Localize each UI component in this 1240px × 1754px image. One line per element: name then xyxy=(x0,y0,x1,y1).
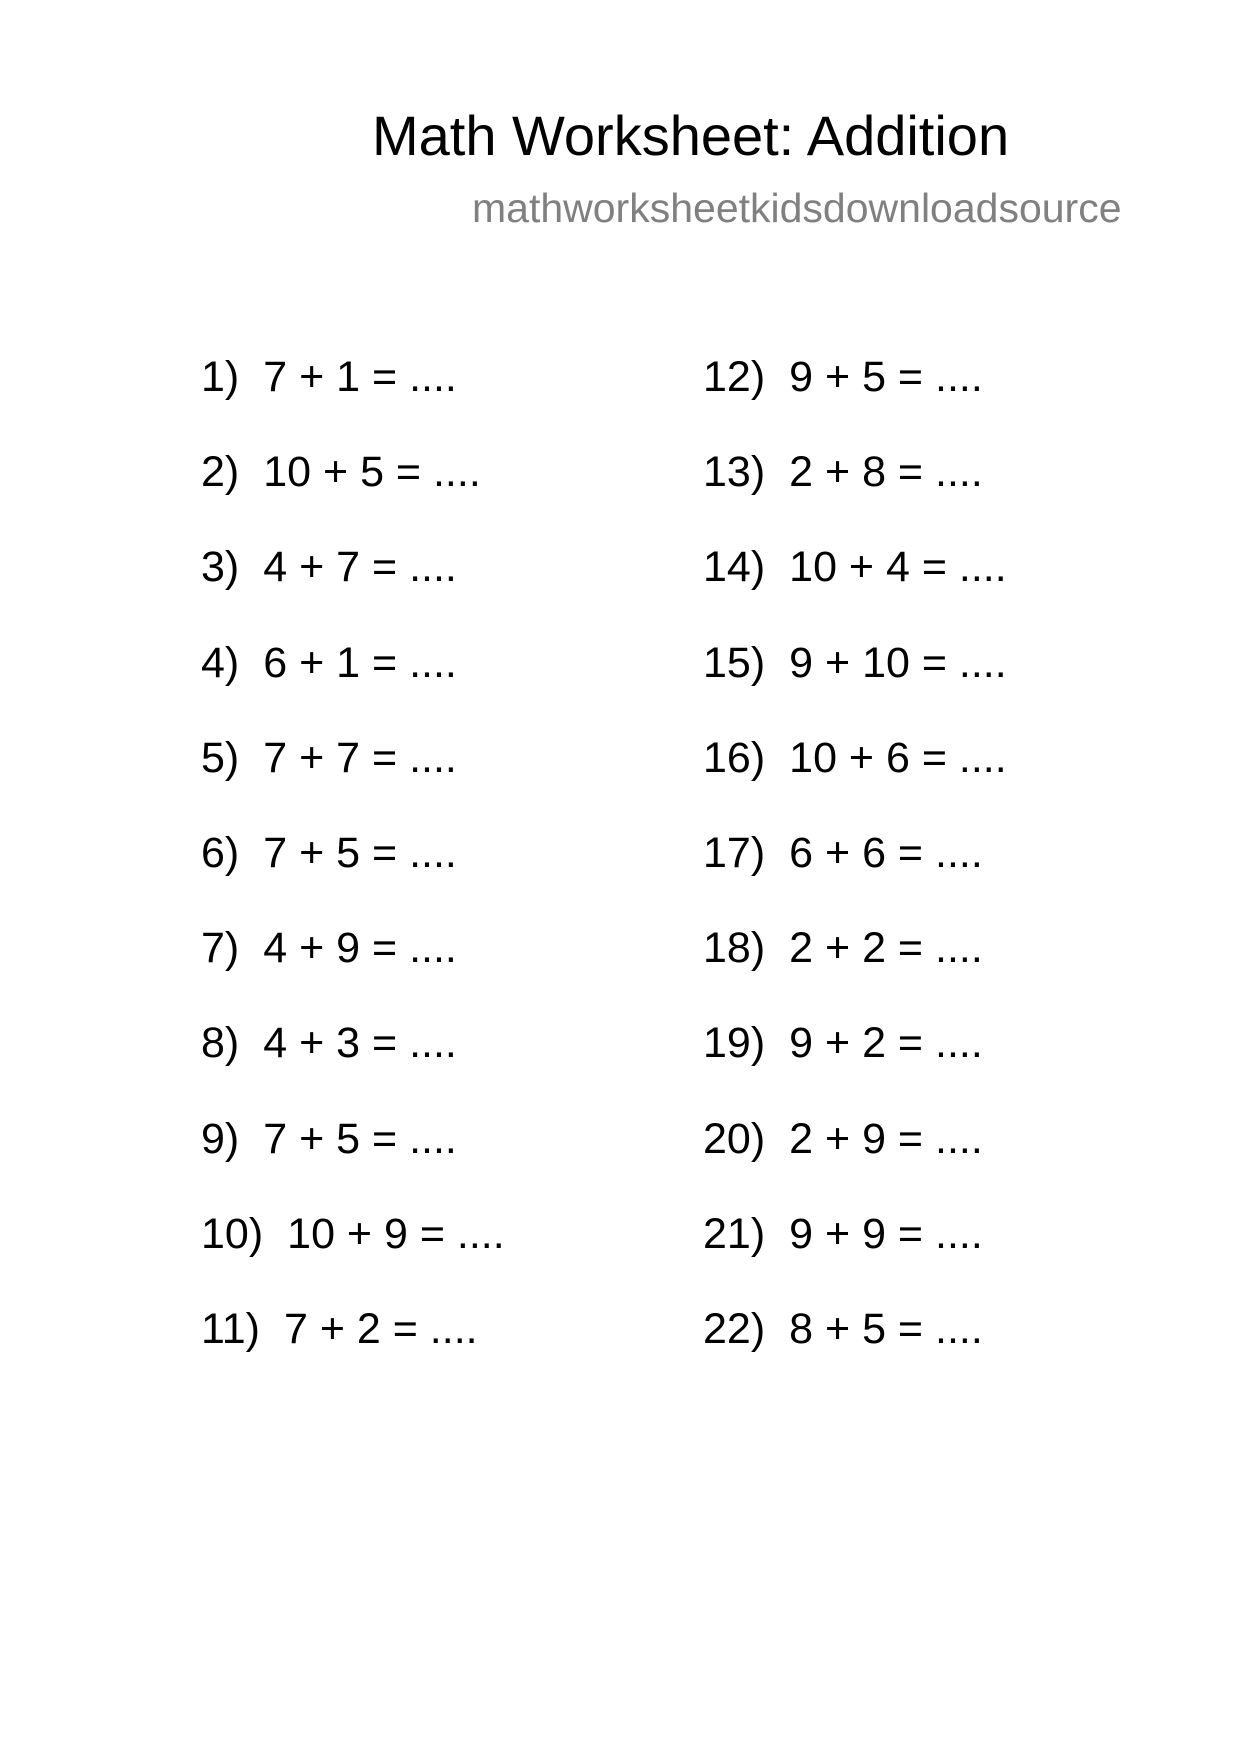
problem-expression: 10 + 6 = .... xyxy=(789,733,1007,782)
problem-item xyxy=(201,542,505,637)
problem-number: 21) xyxy=(703,1209,766,1258)
problem-column-right xyxy=(703,352,1007,1399)
problem-expression: 7 + 7 = .... xyxy=(263,733,457,782)
problem-expression: 7 + 5 = .... xyxy=(263,1114,457,1163)
problem-item xyxy=(201,638,505,733)
problem-item xyxy=(703,1304,1007,1399)
problem-expression: 9 + 10 = .... xyxy=(789,638,1007,687)
problem-number: 10) xyxy=(201,1209,264,1258)
problem-expression: 9 + 2 = .... xyxy=(789,1019,983,1068)
problem-number: 15) xyxy=(703,638,766,687)
problem-expression: 10 + 5 = .... xyxy=(263,448,481,497)
problem-number: 5) xyxy=(201,733,240,782)
problem-number: 16) xyxy=(703,733,766,782)
problem-number: 9) xyxy=(201,1114,240,1163)
problem-number: 1) xyxy=(201,353,240,401)
problem-item xyxy=(703,923,1007,1018)
problem-item xyxy=(201,1209,505,1304)
problem-expression: 2 + 2 = .... xyxy=(789,924,983,973)
problem-expression: 4 + 7 = .... xyxy=(263,543,457,592)
problem-number: 6) xyxy=(201,828,240,877)
problem-number: 4) xyxy=(201,638,240,687)
problem-item xyxy=(201,828,505,923)
problem-number: 13) xyxy=(703,448,766,497)
problem-number: 17) xyxy=(703,828,766,877)
problem-number: 20) xyxy=(703,1114,766,1163)
problem-number: 14) xyxy=(703,543,766,592)
problem-number: 8) xyxy=(201,1019,240,1068)
problem-item xyxy=(201,1304,505,1399)
problem-expression: 9 + 5 = .... xyxy=(789,353,983,401)
problem-expression: 7 + 2 = .... xyxy=(283,1304,478,1353)
problem-column-left xyxy=(201,352,505,1399)
problem-item xyxy=(703,447,1007,542)
problem-number: 18) xyxy=(703,924,766,973)
problem-expression: 7 + 5 = .... xyxy=(263,828,457,877)
problem-number: 3) xyxy=(201,543,240,592)
problem-expression: 2 + 8 = .... xyxy=(789,448,983,497)
problem-number: 12) xyxy=(703,353,766,401)
problem-number: 11) xyxy=(201,1304,260,1353)
problem-item xyxy=(703,1018,1007,1113)
problem-item xyxy=(703,828,1007,923)
problem-expression: 2 + 9 = .... xyxy=(789,1114,983,1163)
problem-expression: 8 + 5 = .... xyxy=(789,1304,983,1353)
problem-item xyxy=(201,1114,505,1209)
problem-item xyxy=(201,733,505,828)
source-label: mathworksheetkidsdownloadsource xyxy=(472,185,1122,231)
problem-item xyxy=(201,447,505,542)
problem-item xyxy=(703,1114,1007,1209)
problem-item xyxy=(201,1018,505,1113)
problem-expression: 4 + 3 = .... xyxy=(263,1019,457,1068)
problem-number: 22) xyxy=(703,1304,766,1353)
worksheet-title: Math Worksheet: Addition xyxy=(372,104,1010,167)
problem-expression: 10 + 4 = .... xyxy=(789,543,1007,592)
problem-item xyxy=(703,542,1007,637)
problem-item xyxy=(703,1209,1007,1304)
problem-item xyxy=(703,352,1007,447)
problem-number: 19) xyxy=(703,1019,766,1068)
problem-number: 7) xyxy=(201,924,240,973)
problem-item xyxy=(703,638,1007,733)
problem-expression: 7 + 1 = .... xyxy=(263,353,457,401)
problem-expression: 9 + 9 = .... xyxy=(789,1209,983,1258)
problem-expression: 6 + 6 = .... xyxy=(789,828,983,877)
problem-item xyxy=(703,733,1007,828)
problem-expression: 10 + 9 = .... xyxy=(287,1209,505,1258)
problem-item xyxy=(201,352,505,447)
problem-expression: 6 + 1 = .... xyxy=(263,638,457,687)
problem-expression: 4 + 9 = .... xyxy=(263,924,457,973)
problem-item xyxy=(201,923,505,1018)
problem-number: 2) xyxy=(201,448,240,497)
